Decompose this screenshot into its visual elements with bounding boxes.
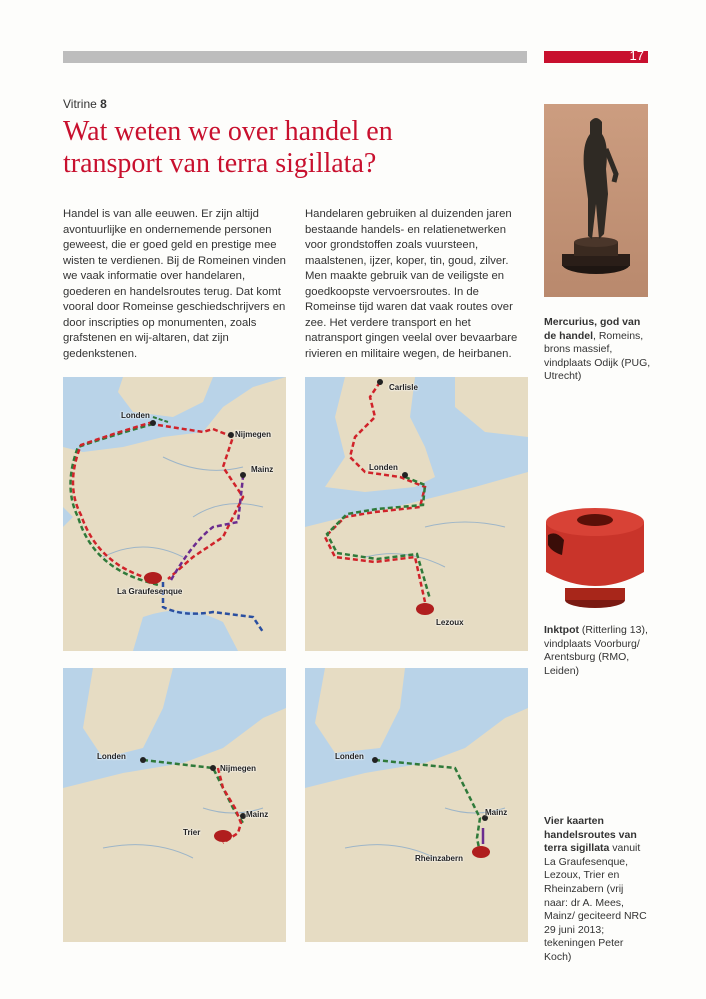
vitrine-label bbox=[63, 97, 107, 111]
map-lezoux bbox=[305, 377, 528, 651]
map-lezoux-graphic bbox=[305, 377, 528, 651]
label-mainz: Mainz bbox=[251, 465, 274, 474]
caption-statue-title: Mercurius, god van de handel bbox=[544, 316, 641, 342]
caption-inkpot-title: Inktpot bbox=[544, 624, 579, 636]
map-rheinzabern-graphic bbox=[305, 668, 528, 942]
intro-paragraph-left: Handel is van alle eeuwen. Er zijn altijd avontuurlijke en ondernemende personen geweest, die er goed geld en prestige mee wisten te verdienen. Bij de Romeinen vinden we vaak informatie over handelaren, goederen en handelsroutes terug. Dat komt vooral door Romeinse geschiedschrijvers en door inscripties op monumenten, zoals grafstenen en wij-altaren, dat zijn gedenkstenen. bbox=[63, 208, 286, 360]
caption-maps bbox=[544, 815, 650, 965]
caption-maps-title: Vier kaarten handelsroutes van terra sigillata bbox=[544, 815, 637, 855]
header-bar bbox=[63, 51, 527, 63]
label-nijmegen: Nijmegen bbox=[235, 430, 272, 439]
page-number: 17 bbox=[629, 48, 644, 63]
statue-graphic bbox=[544, 104, 648, 297]
caption-statue-text: , Romeins, brons massief, vindplaats Odijk (PUG, Utrecht) bbox=[544, 329, 651, 383]
map-trier bbox=[63, 668, 286, 942]
mercurius-statue-photo bbox=[544, 104, 648, 297]
inkpot-photo bbox=[540, 500, 650, 620]
inkpot-graphic bbox=[540, 500, 650, 620]
label-nijmegen: Nijmegen bbox=[220, 764, 257, 773]
page-title: Wat weten we over handel en transport van terra sigillata? bbox=[63, 116, 393, 179]
map-rheinzabern bbox=[305, 668, 528, 942]
caption-inkpot-text: (Ritterling 13), vindplaats Voorburg/ Arentsburg (RMO, Leiden) bbox=[544, 624, 648, 677]
label-londen: Londen bbox=[121, 411, 150, 420]
caption-inkpot bbox=[544, 624, 654, 678]
map-la-graufesenque-graphic bbox=[63, 377, 286, 651]
intro-paragraph-right: Handelaren gebruiken al duizenden jaren bestaande handels- en relatienetwerken voor grondstoffen zoals vuursteen, maalstenen, ijzer, koper, tin, goud, zilver. Men maakte gebruik van de veiligste en goedkoopste vervoersroutes. In de Romeinse tijd waren dat vaak routes over zee. Het verdere transport en het natransport gingen veelal over bevaarbare rivieren en militaire wegen, de heirbanen. bbox=[305, 208, 518, 360]
label-carlisle: Carlisle bbox=[389, 383, 418, 392]
map-la-graufesenque bbox=[63, 377, 286, 651]
label-trier: Trier bbox=[183, 828, 201, 837]
label-lezoux: Lezoux bbox=[436, 618, 464, 627]
label-mainz: Mainz bbox=[485, 808, 508, 817]
label-londen: Londen bbox=[97, 752, 126, 761]
label-rheinzabern: Rheinzabern bbox=[415, 854, 464, 863]
label-la-graufesenque: La Graufesenque bbox=[117, 587, 183, 596]
map-trier-graphic bbox=[63, 668, 286, 942]
label-londen: Londen bbox=[335, 752, 364, 761]
label-londen: Londen bbox=[369, 463, 398, 472]
caption-statue bbox=[544, 316, 654, 384]
label-mainz: Mainz bbox=[246, 810, 269, 819]
vitrine-text: Vitrine bbox=[63, 97, 97, 111]
caption-maps-text: vanuit La Graufesenque, Lezoux, Trier en Rheinzabern (vrij naar: dr A. Mees, Mainz/ geciteerd NRC 29 juni 2013; tekeningen Peter Koch) bbox=[544, 842, 647, 963]
vitrine-number: 8 bbox=[100, 97, 107, 111]
page-number-bar bbox=[544, 48, 648, 63]
